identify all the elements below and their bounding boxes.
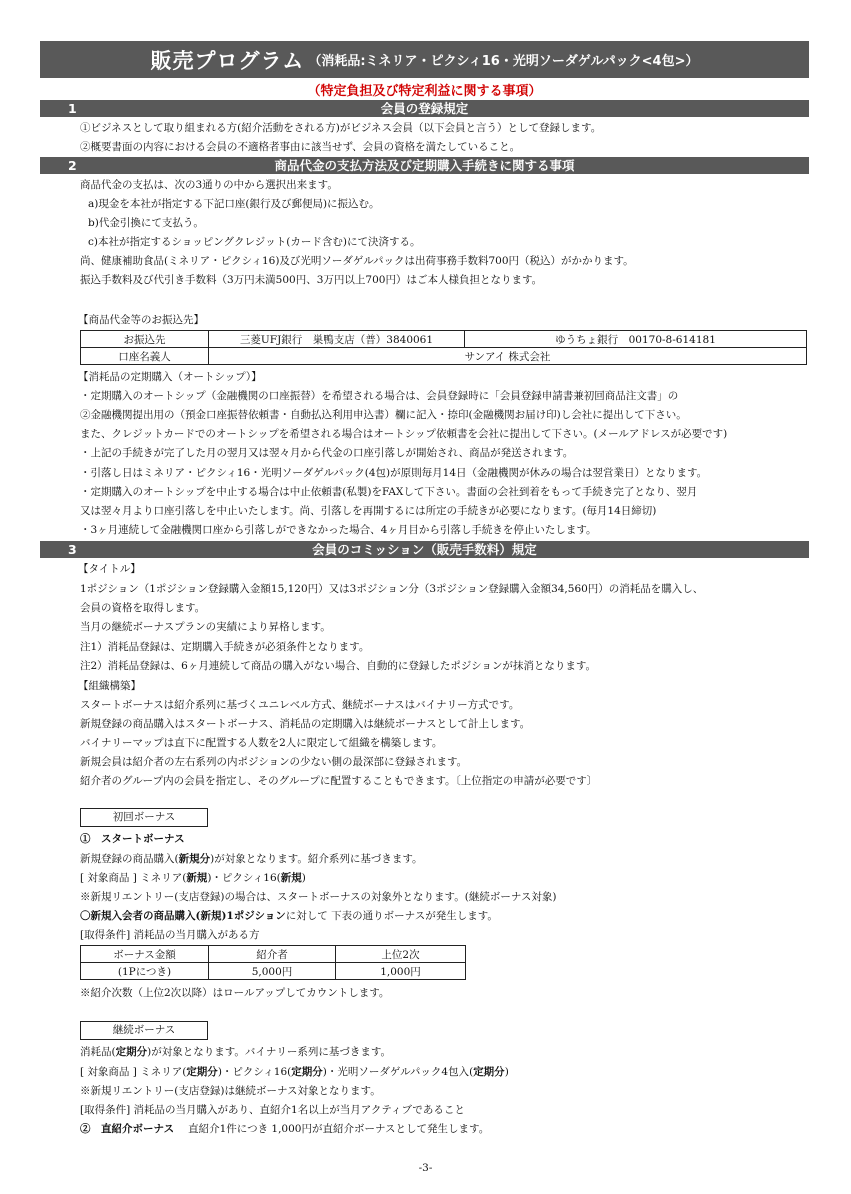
section-number: 2 — [68, 158, 77, 173]
text-line: 当月の継続ボーナスプランの実績により昇格します。 — [80, 621, 331, 633]
text-line: [取得条件] 消耗品の当月購入がある方 — [80, 929, 260, 941]
section-3-header — [40, 541, 809, 558]
text-segment: [ 対象商品 ] ミネリア( — [80, 1066, 187, 1078]
text-segment: )・光明ソーダゲルパック4包入( — [322, 1066, 474, 1078]
text-bold: 定期分 — [186, 1066, 218, 1078]
text-line: a)現金を本社が指定する下記口座(銀行及び郵便局)に振込む。 — [88, 198, 380, 210]
text-bold: 新規分 — [178, 853, 211, 865]
bank-table — [80, 330, 807, 365]
text-line: また、クレジットカードでのオートシップを希望される場合はオートシップ依頼書を会社に提出して下さい。(メールアドレスが必要です) — [80, 428, 728, 440]
text-line — [80, 1122, 489, 1136]
table-cell: ゆうちょ銀行 00170-8-614181 — [465, 331, 807, 348]
text-line: b)代金引換にて支払う。 — [88, 217, 204, 229]
text-line: 1ポジション（1ポジション登録購入金額15,120円）又は3ポジション分（3ポジション登録購入金額34,560円）の消耗品を購入し、 — [80, 583, 704, 595]
table-cell: (1Pにつき) — [81, 963, 209, 980]
section-1-header — [40, 100, 809, 117]
text-line: 紹介者のグループ内の会員を指定し、そのグループに配置することもできます。〔上位指定の申請が必要です〕 — [80, 775, 598, 787]
text-bold: 定期分 — [473, 1066, 505, 1078]
text-line: 新規会員は紹介者の左右系列の内ポジションの少ない側の最深部に登録されます。 — [80, 756, 468, 768]
text-segment: )・ピクシィ16( — [207, 872, 281, 884]
text-line: ・引落し日はミネリア・ピクシィ16・光明ソーダゲルパック(4包)が原則毎月14日（金融機関が休みの場合は翌営業日）となります。 — [80, 467, 708, 479]
text-line — [80, 1045, 391, 1059]
table-cell: お振込先 — [81, 331, 209, 348]
text-bold: 〇新規入会者の商品購入(新規)1ポジション — [80, 910, 286, 922]
org-heading: 【組織構築】 — [78, 680, 141, 692]
table-cell: 三菱UFJ銀行 巣鴨支店（普）3840061 — [209, 331, 465, 348]
text-line: ①ビジネスとして取り組まれる方(紹介活動をされる方)がビジネス会員（以下会員と言う）として登録します。 — [80, 122, 602, 134]
text-segment: ) — [301, 872, 306, 884]
text-line: ②金融機関提出用の（預金口座振替依頼書・自動払込利用申込書）欄に記入・捺印(金融機関お届け印)し会社に提出して下さい。 — [80, 409, 687, 421]
direct-bonus-heading: ② 直紹介ボーナス — [80, 1123, 175, 1135]
bonus-table — [80, 945, 466, 980]
text-segment: 新規登録の商品購入( — [80, 853, 179, 865]
section-number: 3 — [68, 542, 77, 557]
text-segment: )が対象となります。バイナリー系列に基づきます。 — [147, 1046, 392, 1058]
text-bold: 定期分 — [291, 1066, 323, 1078]
section-title: 会員の登録規定 — [380, 101, 469, 116]
text-line: 商品代金の支払は、次の3通りの中から選択出来ます。 — [80, 179, 338, 191]
table-cell: サンアイ 株式会社 — [209, 348, 807, 365]
page-title-bar — [40, 41, 809, 78]
table-row — [81, 963, 466, 980]
section-title: 商品代金の支払方法及び定期購入手続きに関する事項 — [274, 158, 575, 173]
text-line: 尚、健康補助食品(ミネリア・ピクシィ16)及び光明ソーダゲルパックは出荷事務手数料700円（税込）がかかります。 — [80, 255, 634, 267]
table-row — [81, 331, 807, 348]
title-heading: 【タイトル】 — [78, 563, 141, 575]
page-title: 販売プログラム — [150, 48, 305, 73]
text-segment: )が対象となります。紹介系列に基づきます。 — [210, 853, 423, 865]
text-segment: )・ピクシィ16( — [217, 1066, 292, 1078]
table-cell: ボーナス金額 — [81, 946, 209, 963]
text-line: 又は翌々月より口座引落しを中止いたします。尚、引落しを再開するには所定の手続きが必要になります。(毎月14日締切) — [80, 505, 657, 517]
text-line: ※新規リエントリー(支店登録)は継続ボーナス対象となります。 — [80, 1085, 381, 1097]
text-line — [80, 852, 423, 866]
text-segment: 消耗品( — [80, 1046, 116, 1058]
text-bold: 定期分 — [115, 1046, 148, 1058]
bank-heading: 【商品代金等のお振込先】 — [78, 314, 204, 326]
text-line: 注1）消耗品登録は、定期購入手続きが必須条件となります。 — [80, 641, 370, 653]
text-line — [80, 909, 498, 923]
text-line: 振込手数料及び代引き手数料（3万円未満500円、3万円以上700円）はご本人様負担となります。 — [80, 274, 543, 286]
section-number: 1 — [68, 101, 77, 116]
table-row — [81, 348, 807, 365]
text-bold: 新規 — [280, 872, 302, 884]
text-segment: ) — [504, 1066, 509, 1078]
table-row — [81, 946, 466, 963]
text-line: バイナリーマップは直下に配置する人数を2人に限定して組織を構築します。 — [80, 737, 443, 749]
text-line: ・3ヶ月連続して金融機関口座から引落しができなかった場合、4ヶ月目から引落し手続きを停止いたします。 — [80, 524, 597, 536]
section-title: 会員のコミッション（販売手数料）規定 — [312, 542, 537, 557]
text-segment: 直紹介1件につき 1,000円が直紹介ボーナスとして発生します。 — [188, 1123, 490, 1135]
table-cell: 上位2次 — [336, 946, 466, 963]
table-cell: 1,000円 — [336, 963, 466, 980]
text-line: 会員の資格を取得します。 — [80, 602, 206, 614]
table-cell: 5,000円 — [209, 963, 336, 980]
page-title-sub: （消耗品:ミネリア・ピクシィ16・光明ソーダゲルパック<4包>） — [308, 54, 699, 69]
text-line: ②概要書面の内容における会員の不適格者事由に該当せず、会員の資格を満たしていること。 — [80, 141, 521, 153]
text-line: ・定期購入のオートシップを中止する場合は中止依頼書(私製)をFAXして下さい。書面の会社到着をもって手続き完了となり、翌月 — [80, 486, 698, 498]
text-line: c)本社が指定するショッピングクレジット(カード含む)にて決済する。 — [88, 236, 421, 248]
text-segment: に対して 下表の通りボーナスが発生します。 — [285, 910, 498, 922]
autoship-heading: 【消耗品の定期購入（オートシップ）】 — [78, 371, 262, 383]
continuing-bonus-label: 継続ボーナス — [80, 1021, 208, 1040]
text-line: ・定期購入のオートシップ（金融機関の口座振替）を希望される場合は、会員登録時に「会員登録申請書兼初回商品注文書」の — [80, 390, 679, 402]
text-bold: 新規 — [186, 872, 208, 884]
section-2-header — [40, 157, 809, 174]
text-line: ※新規リエントリー(支店登録)の場合は、スタートボーナスの対象外となります。(継続ボーナス対象) — [80, 891, 557, 903]
text-segment: [ 対象商品 ] ミネリア( — [80, 872, 187, 884]
page-subtitle: （特定負担及び特定利益に関する事項） — [307, 84, 542, 99]
text-line: [取得条件] 消耗品の当月購入があり、直紹介1名以上が当月アクティブであること — [80, 1104, 465, 1116]
text-line: 新規登録の商品購入はスタートボーナス、消耗品の定期購入は継続ボーナスとして計上します。 — [80, 718, 531, 730]
text-line — [80, 871, 306, 885]
text-line: スタートボーナスは紹介系列に基づくユニレベル方式、継続ボーナスはバイナリー方式です。 — [80, 699, 520, 711]
start-bonus-heading: ① スタートボーナス — [80, 833, 185, 845]
table-cell: 紹介者 — [209, 946, 336, 963]
text-line: ※紹介次数（上位2次以降）はロールアップしてカウントします。 — [80, 987, 390, 999]
text-line: 注2）消耗品登録は、6ヶ月連続して商品の購入がない場合、自動的に登録したポジションが抹消となります。 — [80, 660, 597, 672]
text-line — [80, 1065, 509, 1079]
table-cell: 口座名義人 — [81, 348, 209, 365]
text-line: ・上記の手続きが完了した月の翌月又は翌々月から代金の口座引落しが開始され、商品が発送されます。 — [80, 447, 574, 459]
initial-bonus-label: 初回ボーナス — [80, 808, 208, 827]
page-number: -3- — [418, 1162, 433, 1174]
